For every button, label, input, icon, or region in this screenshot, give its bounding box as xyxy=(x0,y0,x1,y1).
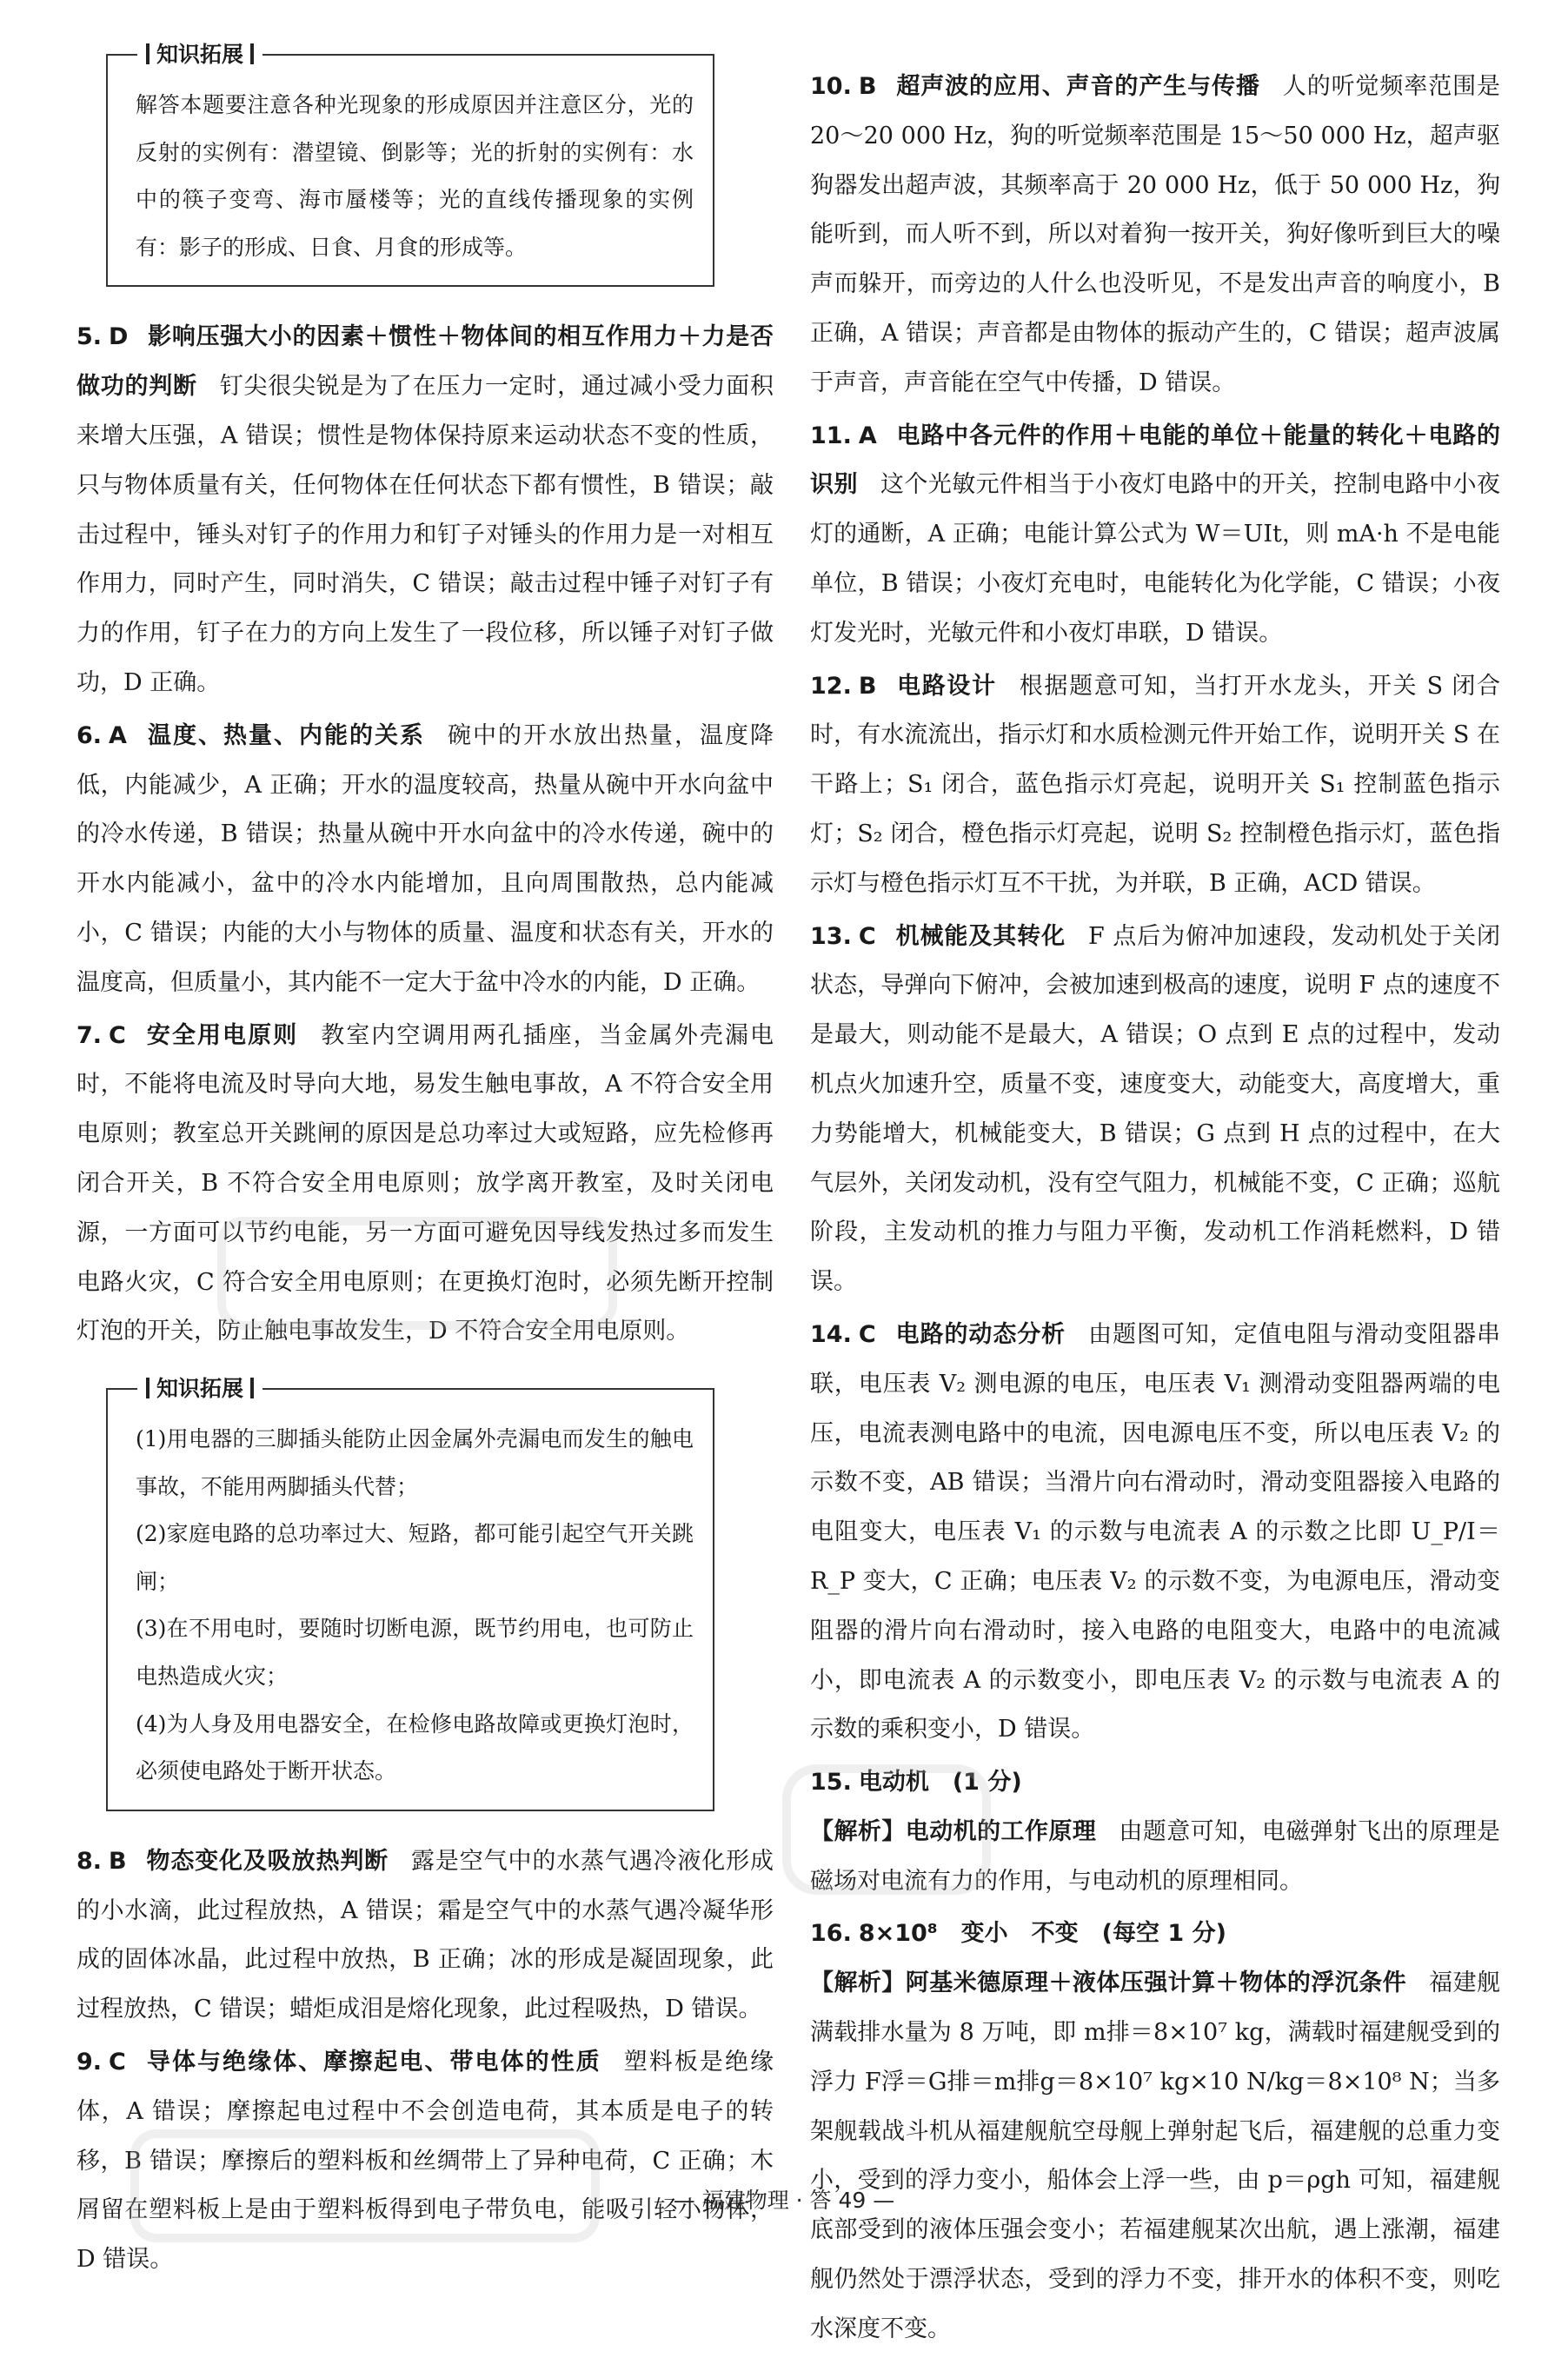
analysis-tag: 【解析】 xyxy=(810,1969,906,1997)
knowledge-box xyxy=(106,42,714,287)
item-explanation: 碗中的开水放出热量，温度降低，内能减少，A 正确；开水的温度较高，热量从碗中开水向盆中的冷水传递，B 错误；热量从碗中开水向盆中的冷水传递，碗中的开水内能减小，盆中的冷水内能增加，且向周围散热，总内能减小，C 错误；内能的大小与物体的质量、温度和状态有关，开水的温度高，但质量小，其内能不一定大于盆中冷水的内能，D 正确。 xyxy=(76,721,774,996)
item-topic: 电路中各元件的作用＋电能的单位＋能量的转化＋电路的识别 xyxy=(810,422,1500,499)
item-topic: 电路的动态分析 xyxy=(894,1320,1066,1348)
item-answer: 电动机 (1 分) xyxy=(858,1769,1022,1797)
item-number: 6. xyxy=(76,721,103,749)
item-explanation: 人的听觉频率范围是 20～20 000 Hz，狗的听觉频率范围是 15～50 000 Hz，超声驱狗器发出超声波，其频率高于 20 000 Hz，低于 50 000 Hz，狗能听到，而人听不到，所以对着狗一按开关，狗好像听到巨大的噪声而躲开，而旁边的人什么也没听见，不是发出声音的响度小，B 正确，A 错误；声音都是由物体的振动产生的，C 错误；超声波属于声音，声音能在空气中传播，D 错误。 xyxy=(810,73,1500,396)
item-option: B xyxy=(858,672,877,700)
item-explanation: F 点后为俯冲加速段，发动机处于关闭状态，导弹向下俯冲，会被加速到极高的速度，说明 F 点的速度不是最大，则动能不是最大，A 错误；O 点到 E 点的过程中，发动机点火加速升空，质量不变，速度变大，动能变大，高度增大，重力势能增大，机械能变大，B 错误；G 点到 H 点的过程中，在大气层外，关闭发动机，没有空气阻力，机械能不变，C 正确；巡航阶段，主发动机的推力与阻力平衡，发动机工作消耗燃料，D 错误。 xyxy=(810,922,1500,1296)
answer-item-7 xyxy=(76,1012,774,1358)
item-number: 16. xyxy=(810,1920,852,1948)
item-answer: 8×10⁸ 变小 不变 (每空 1 分) xyxy=(858,1920,1226,1948)
answer-item-5 xyxy=(76,313,774,707)
item-option: B xyxy=(109,1847,127,1875)
right-column xyxy=(810,63,1500,2358)
knowledge-box-tag: 知识拓展 xyxy=(137,1373,262,1405)
analysis-15 xyxy=(810,1808,1500,1907)
item-topic: 导体与绝缘体、摩擦起电、带电体的性质 xyxy=(144,2049,601,2076)
item-option: C xyxy=(109,2049,126,2076)
item-number: 15. xyxy=(810,1769,852,1797)
page-footer: — 福建物理 · 答 49 — xyxy=(673,2188,895,2213)
item-topic: 阿基米德原理＋液体压强计算＋物体的浮沉条件 xyxy=(905,1969,1407,1997)
item-number: 7. xyxy=(76,1021,103,1049)
item-option: A xyxy=(109,721,127,749)
item-option: C xyxy=(858,1320,876,1348)
knowledge-box-tag: 知识拓展 xyxy=(137,39,262,70)
answer-item-15 xyxy=(810,1758,1500,1808)
item-explanation: 由题图可知，定值电阻与滑动变阻器串联，电压表 V₂ 测电源的电压，电压表 V₁ 测滑动变阻器两端的电压，电流表测电路中的电流，因电源电压不变，所以电压表 V₂ 的示数不变，AB 错误；当滑片向右滑动时，滑动变阻器接入电路的电阻变大，电压表 V₁ 的示数与电流表 A 的示数之比即 U_P/I＝R_P 变大，C 正确；电压表 V₂ 的示数不变，为电源电压，滑动变阻器的滑片向右滑动时，接入电路的电阻变大，电路中的电流减小，即电流表 A 的示数变小，即电压表 V₂ 的示数与电流表 A 的示数的乘积变小，D 错误。 xyxy=(810,1320,1501,1744)
item-topic: 影响压强大小的因素＋惯性＋物体间的相互作用力＋力是否做功的判断 xyxy=(76,323,774,401)
item-topic: 机械能及其转化 xyxy=(894,922,1066,950)
answer-item-14 xyxy=(810,1311,1500,1755)
item-option: B xyxy=(858,73,877,100)
item-number: 8. xyxy=(76,1847,103,1875)
answer-item-9 xyxy=(76,2038,774,2285)
item-explanation: 福建舰满载排水量为 8 万吨，即 m排＝8×10⁷ kg，满载时福建舰受到的浮力 F浮＝G排＝m排g＝8×10⁷ kg×10 N/kg＝8×10⁸ N；当多架舰载战斗机从福建舰航空母舰上弹射起飞后，福建舰的总重力变小，受到的浮力变小，船体会上浮一些，由 p＝ρgh 可知，福建舰底部受到的液体压强会变小；若福建舰某次出航，遇上涨潮，福建舰仍然处于漂浮状态，受到的浮力不变，排开水的体积不变，则吃水深度不变。 xyxy=(810,1969,1501,2342)
item-explanation: 这个光敏元件相当于小夜灯电路中的开关，控制电路中小夜灯的通断，A 正确；电能计算公式为 W＝UIt，则 mA·h 不是电能单位，B 错误；小夜灯充电时，电能转化为化学能，C 错误；小夜灯发光时，光敏元件和小夜灯串联，D 错误。 xyxy=(810,471,1501,647)
answer-item-16 xyxy=(810,1910,1500,1959)
item-option: D xyxy=(109,323,129,351)
item-option: C xyxy=(858,922,876,950)
answer-item-13 xyxy=(810,913,1500,1307)
answer-item-11 xyxy=(810,412,1500,659)
item-topic: 电路设计 xyxy=(895,672,997,700)
item-number: 5. xyxy=(76,323,103,351)
item-number: 11. xyxy=(810,422,852,449)
item-option: C xyxy=(109,1021,126,1049)
knowledge-item: (3)在不用电时，要随时切断电源，既节约用电，也可防止电热造成火灾； xyxy=(136,1616,694,1690)
item-number: 9. xyxy=(76,2049,103,2076)
knowledge-box-text: 解答本题要注意各种光现象的形成原因并注意区分，光的反射的实例有：潜望镜、倒影等；光的折射的实例有：水中的筷子变弯、海市蜃楼等；光的直线传播现象的实例有：影子的形成、日食、月食的形成等。 xyxy=(136,92,694,260)
item-option: A xyxy=(858,422,877,449)
item-explanation: 塑料板是绝缘体，A 错误；摩擦起电过程中不会创造电荷，其本质是电子的转移，B 错误；摩擦后的塑料板和丝绸带上了异种电荷，C 正确；木屑留在塑料板上是由于塑料板得到电子带负电，能吸引轻小物体，D 错误。 xyxy=(76,2049,774,2274)
item-explanation: 由题意可知，电磁弹射飞出的原理是磁场对电流有力的作用，与电动机的原理相同。 xyxy=(810,1817,1501,1895)
answer-item-8 xyxy=(76,1837,774,2035)
left-column xyxy=(76,42,774,2288)
analysis-tag: 【解析】 xyxy=(810,1817,906,1845)
item-explanation: 根据题意可知，当打开水龙头，开关 S 闭合时，有水流流出，指示灯和水质检测元件开始工作，说明开关 S 在干路上；S₁ 闭合，蓝色指示灯亮起，说明开关 S₁ 控制蓝色指示灯；S₂ 闭合，橙色指示灯亮起，说明 S₂ 控制橙色指示灯，蓝色指示灯与橙色指示灯互不干扰，为并联，B 正确，ACD 错误。 xyxy=(810,672,1500,897)
item-explanation: 露是空气中的水蒸气遇冷液化形成的小水滴，此过程放热，A 错误；霜是空气中的水蒸气遇冷凝华形成的固体冰晶，此过程中放热，B 正确；冰的形成是凝固现象，此过程放热，C 错误；蜡炬成泪是熔化现象，此过程吸热，D 错误。 xyxy=(76,1847,774,2023)
item-topic: 电动机的工作原理 xyxy=(905,1817,1097,1845)
item-number: 12. xyxy=(810,672,852,700)
knowledge-item: (1)用电器的三脚插头能防止因金属外壳漏电而发生的触电事故，不能用两脚插头代替； xyxy=(136,1426,694,1499)
knowledge-item: (2)家庭电路的总功率过大、短路，都可能引起空气开关跳闸； xyxy=(136,1521,694,1594)
item-topic: 超声波的应用、声音的产生与传播 xyxy=(895,73,1260,100)
item-explanation: 钉尖很尖锐是为了在压力一定时，通过减小受力面积来增大压强，A 错误；惯性是物体保持原来运动状态不变的性质，只与物体质量有关，任何物体在任何状态下都有惯性，B 错误；敲击过程中，锤头对钉子的作用力和钉子对锤头的作用力是一对相互作用力，同时产生，同时消失，C 错误；敲击过程中锤子对钉子有力的作用，钉子在力的方向上发生了一段位移，所以锤子对钉子做功，D 正确。 xyxy=(76,373,774,696)
answer-item-12 xyxy=(810,662,1500,909)
item-number: 14. xyxy=(810,1320,852,1348)
knowledge-box-2 xyxy=(106,1376,714,1811)
item-topic: 安全用电原则 xyxy=(144,1021,299,1049)
knowledge-item: (4)为人身及用电器安全，在检修电路故障或更换灯泡时，必须使电路处于断开状态。 xyxy=(136,1710,694,1784)
item-topic: 温度、热量、内能的关系 xyxy=(145,721,425,749)
answer-item-10 xyxy=(810,63,1500,408)
item-number: 10. xyxy=(810,73,852,100)
item-topic: 物态变化及吸放热判断 xyxy=(145,1847,389,1875)
answer-item-6 xyxy=(76,712,774,1008)
analysis-16 xyxy=(810,1959,1500,2354)
item-explanation: 教室内空调用两孔插座，当金属外壳漏电时，不能将电流及时导向大地，易发生触电事故，A 不符合安全用电原则；教室总开关跳闸的原因是总功率过大或短路，应先检修再闭合开关，B 不符合安全用电原则；放学离开教室，及时关闭电源，一方面可以节约电能，另一方面可避免因导线发热过多而发生电路火灾，C 符合安全用电原则；在更换灯泡时，必须先断开控制灯泡的开关，防止触电事故发生，D 不符合安全用电原则。 xyxy=(76,1021,774,1345)
item-number: 13. xyxy=(810,922,852,950)
